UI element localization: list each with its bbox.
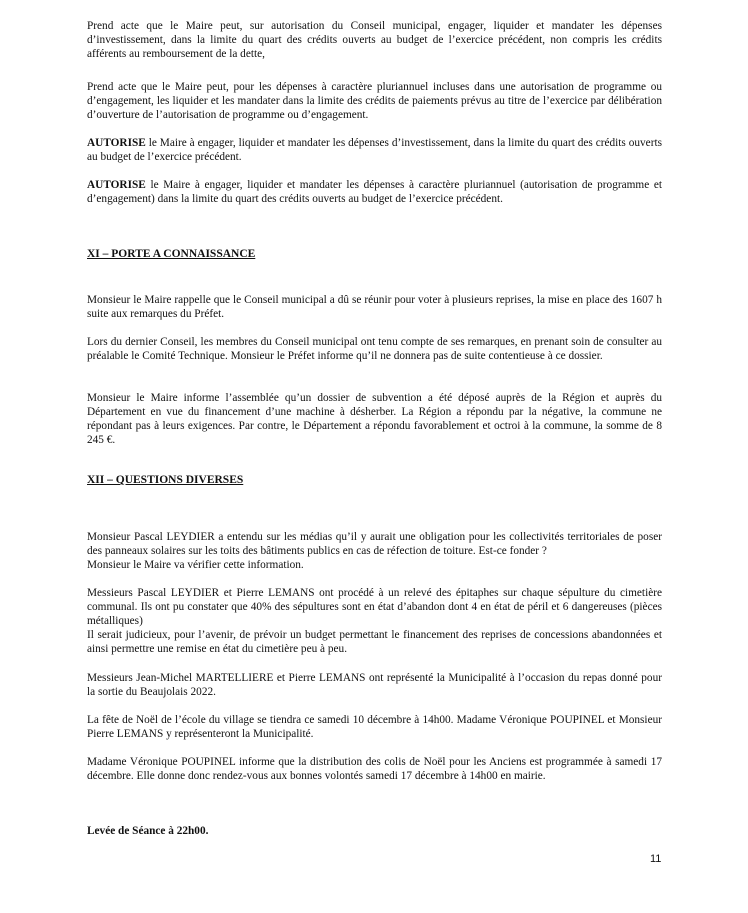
paragraph-prend-acte-investissement: Prend acte que le Maire peut, sur autorisation du Conseil municipal, engager, liquider et mandater les dépenses d’investissement, dans la limite du quart des crédits ouverts au budget de l’exercice précédent, non compris les crédits afférents au remboursement de la dette, bbox=[87, 20, 662, 60]
releve-epitaphes-text: Messieurs Pascal LEYDIER et Pierre LEMANS ont procédé à un relevé des épitaphes sur chaque sépulture du cimetière communal. Ils ont pu constater que 40% des sépultures sont en état d’abandon dont 4 en état de péril et 6 dangereuses (pièces métalliques) bbox=[87, 587, 662, 627]
paragraph-colis-noel: Madame Véronique POUPINEL informe que la distribution des colis de Noël pour les Anciens est programmée à samedi 17 décembre. Elle donne donc rendez-vous aux bonnes volontés samedi 17 décembre à 14h00 en mairie. bbox=[87, 756, 662, 782]
paragraph-epitaphes-cimetiere bbox=[87, 586, 662, 656]
closing-line: Levée de Séance à 22h00. bbox=[87, 825, 209, 837]
paragraph-fete-noel-ecole: La fête de Noël de l’école du village se tiendra ce samedi 10 décembre à 14h00. Madame Véronique POUPINEL et Monsieur Pierre LEMANS y représenteront la Municipalité. bbox=[87, 714, 662, 740]
paragraph-autorise-pluriannuel bbox=[87, 178, 662, 206]
paragraph-autorise-investissement bbox=[87, 136, 662, 164]
paragraph-panneaux-solaires bbox=[87, 530, 662, 572]
paragraph-prend-acte-pluriannuel: Prend acte que le Maire peut, pour les dépenses à caractère pluriannuel incluses dans une autorisation de programme ou d’engagement, les liquider et les mandater dans la limite des crédits de paiements prévus au titre de l’exercice par délibération d’ouverture de l’autorisation de programme ou d’engagement. bbox=[87, 81, 662, 121]
panneaux-solaires-text: Monsieur Pascal LEYDIER a entendu sur les médias qu’il y aurait une obligation pour les collectivités territoriales de poser des panneaux solaires sur les toits des bâtiments publics en cas de réfection de toiture. Est-ce fonder ? bbox=[87, 531, 662, 557]
autorise-keyword: AUTORISE bbox=[87, 137, 146, 149]
paragraph-subvention-desherbage: Monsieur le Maire informe l’assemblée qu’un dossier de subvention a été déposé auprès de la Région et auprès du Département en vue du financement d’une machine à désherber. La Région a répondu par la négative, la commune ne répondant pas à leurs exigences. Par contre, le Département a répondu favorablement et octroi à la commune, la somme de 8 245 €. bbox=[87, 392, 662, 446]
section-heading-questions-diverses: XII – QUESTIONS DIVERSES bbox=[87, 474, 244, 486]
paragraph-comite-technique: Lors du dernier Conseil, les membres du Conseil municipal ont tenu compte de ses remarques, en prenant soin de consulter au préalable le Comité Technique. Monsieur le Préfet informe qu’il ne donnera pas de suite contentieuse à ce dossier. bbox=[87, 336, 662, 362]
autorise-text: le Maire à engager, liquider et mandater les dépenses à caractère pluriannuel (autorisation de programme et d’engagement) dans la limite du quart des crédits ouverts au budget de l’exercice précédent. bbox=[87, 179, 662, 205]
section-heading-porte-a-connaissance: XI – PORTE A CONNAISSANCE bbox=[87, 248, 256, 260]
autorise-keyword: AUTORISE bbox=[87, 179, 146, 191]
maire-verification-text: Monsieur le Maire va vérifier cette information. bbox=[87, 559, 304, 571]
autorise-text: le Maire à engager, liquider et mandater les dépenses d’investissement, dans la limite du quart des crédits ouverts au budget de l’exercice précédent. bbox=[87, 137, 662, 163]
budget-concessions-text: Il serait judicieux, pour l’avenir, de prévoir un budget permettant le financement des reprises de concessions abandonnées et ainsi permettre une remise en état du cimetière peu à peu. bbox=[87, 629, 662, 655]
page-number: 11 bbox=[650, 853, 662, 865]
paragraph-beaujolais: Messieurs Jean-Michel MARTELLIERE et Pierre LEMANS ont représenté la Municipalité à l’occasion du repas donné pour la sortie du Beaujolais 2022. bbox=[87, 672, 662, 698]
paragraph-1607h: Monsieur le Maire rappelle que le Conseil municipal a dû se réunir pour voter à plusieurs reprises, la mise en place des 1607 h suite aux remarques du Préfet. bbox=[87, 294, 662, 320]
